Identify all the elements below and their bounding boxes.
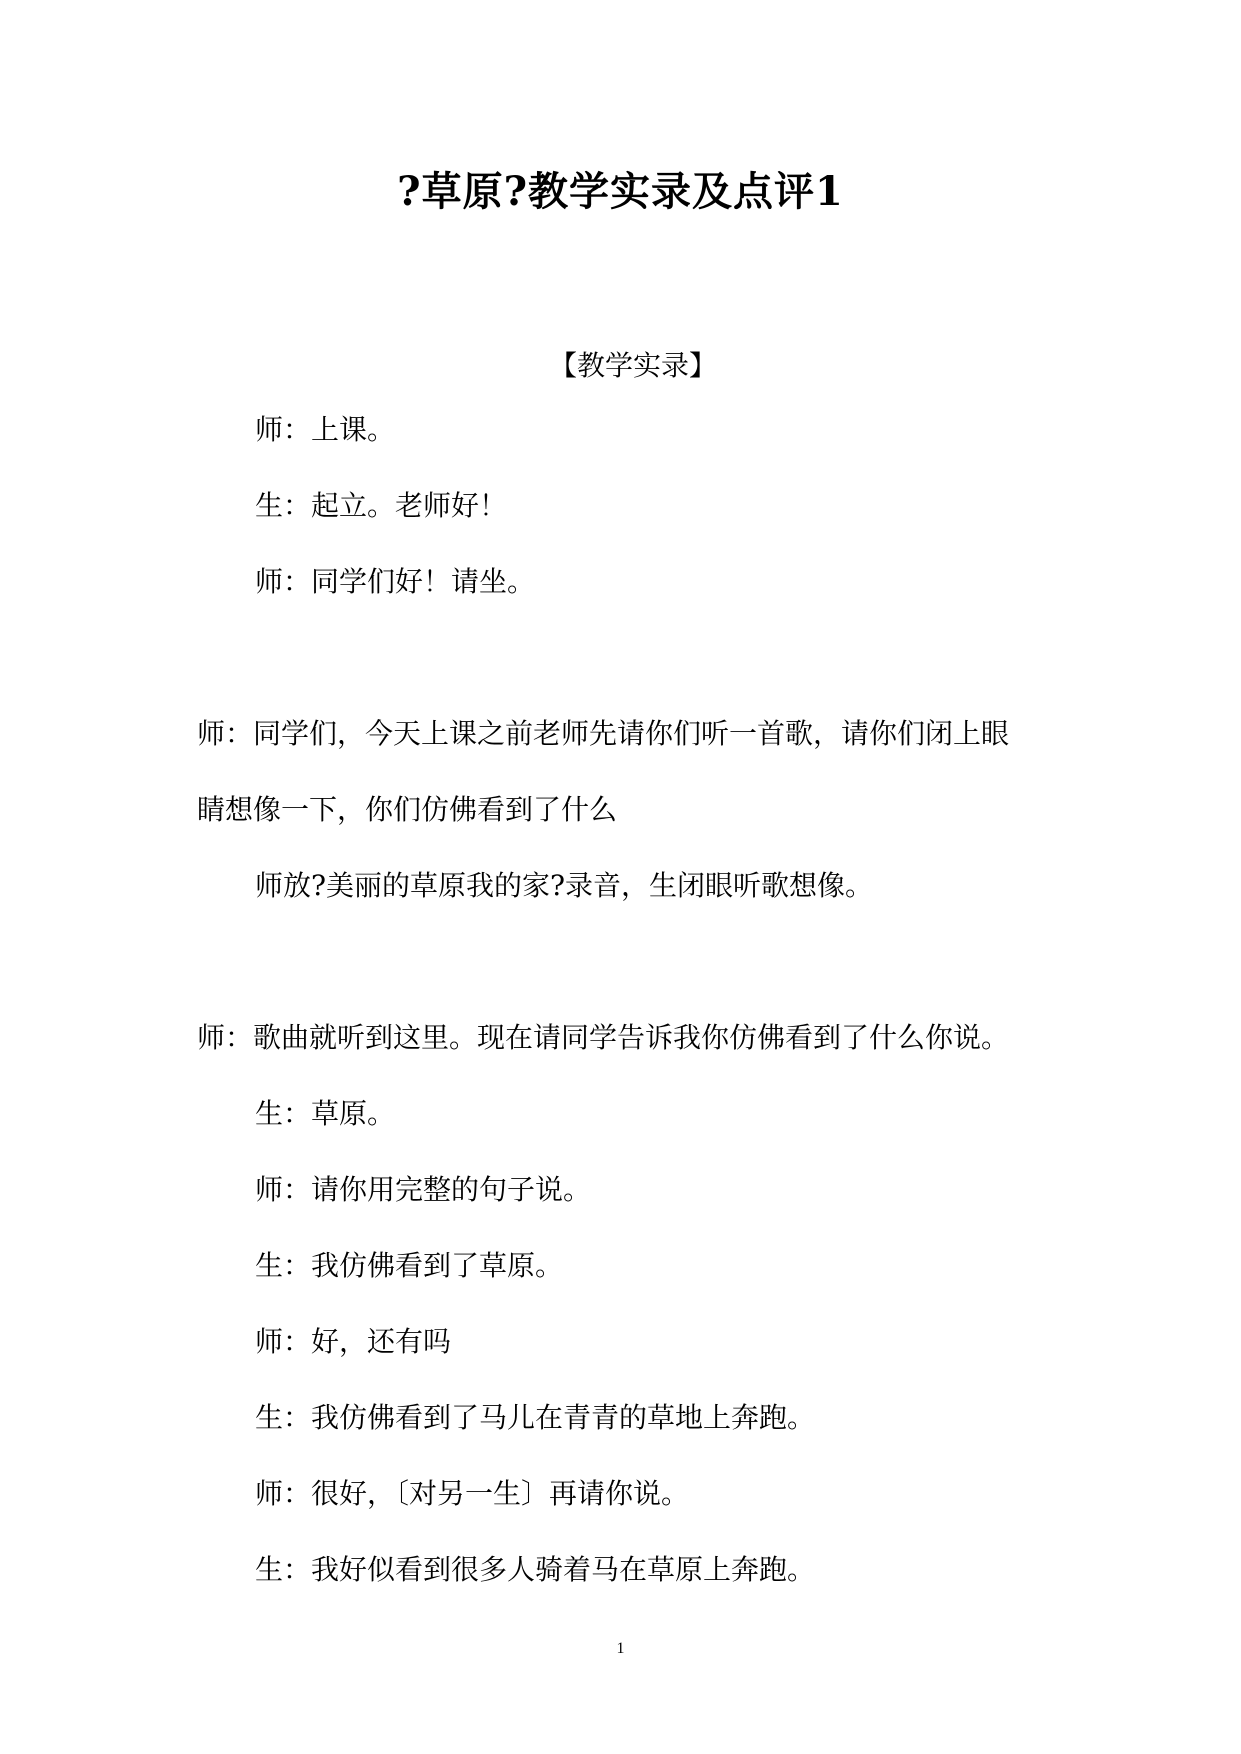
paragraph: 师：同学们好！请坐。 (255, 565, 536, 598)
paragraph: 师：很好，〔对另一生〕再请你说。 (255, 1477, 690, 1510)
page-number: 1 (616, 1640, 625, 1657)
paragraph: 师：请你用完整的句子说。 (255, 1173, 592, 1206)
paragraph: 生：我仿佛看到了马儿在青青的草地上奔跑。 (255, 1401, 816, 1434)
paragraph: 师：上课。 (255, 413, 396, 446)
paragraph: 师：歌曲就听到这里。现在请同学告诉我你仿佛看到了什么你说。 (197, 1021, 1010, 1054)
paragraph: 生：我仿佛看到了草原。 (255, 1249, 564, 1282)
paragraph: 生：我好似看到很多人骑着马在草原上奔跑。 (255, 1553, 816, 1586)
section-heading: 【教学实录】 (548, 349, 717, 382)
paragraph-continuation: 睛想像一下，你们仿佛看到了什么 (197, 793, 618, 826)
paragraph: 师放?美丽的草原我的家?录音，生闭眼听歌想像。 (255, 869, 874, 902)
document-title: ?草原?教学实录及点评1 (397, 168, 844, 215)
paragraph: 生：起立。老师好！ (255, 489, 508, 522)
paragraph: 生：草原。 (255, 1097, 396, 1130)
paragraph: 师：同学们，今天上课之前老师先请你们听一首歌，请你们闭上眼 (197, 717, 1010, 750)
paragraph: 师：好，还有吗 (255, 1325, 452, 1358)
